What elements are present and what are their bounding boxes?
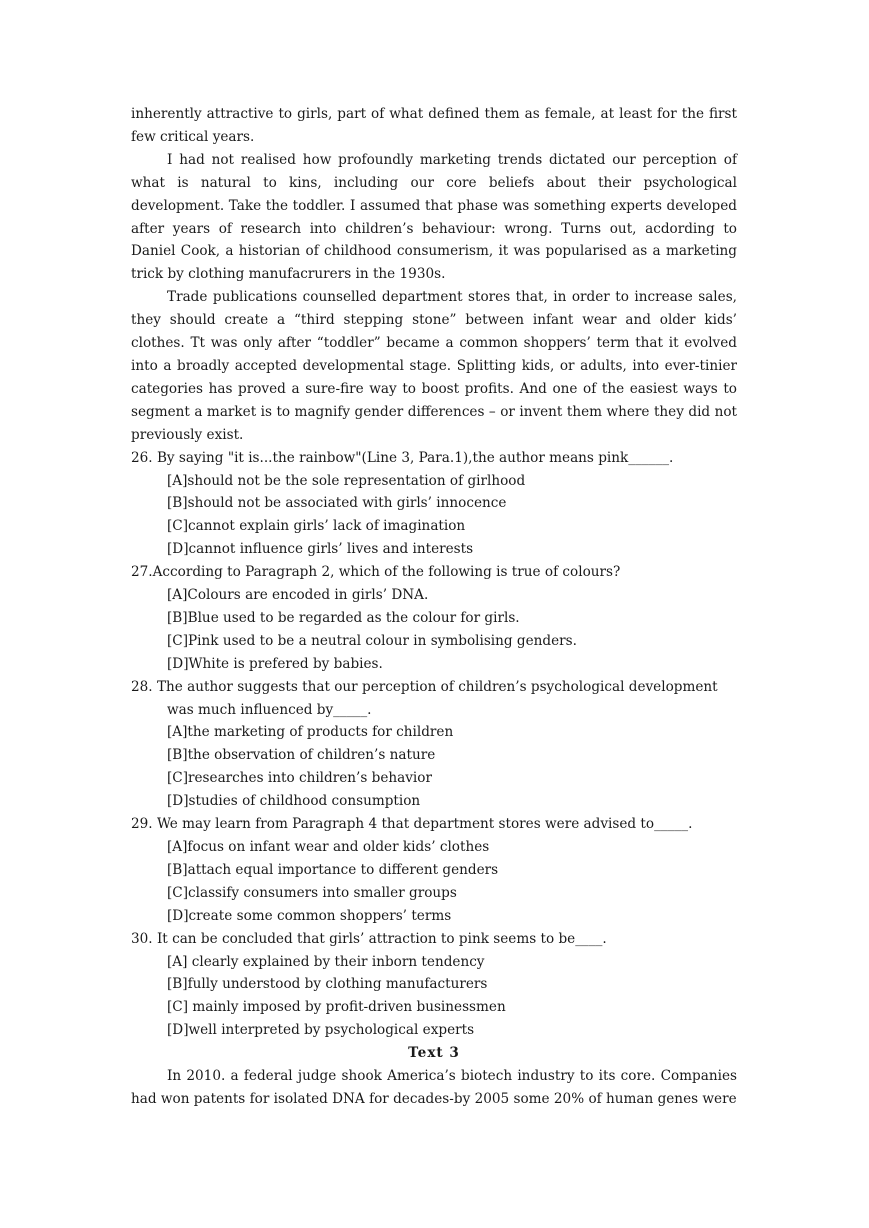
question-27: [131, 561, 737, 676]
question-29: [131, 813, 737, 928]
question-28-option-a: [A]the marketing of products for children: [167, 724, 454, 741]
question-30-option-b: [B]fully understood by clothing manufacturers: [167, 976, 488, 993]
question-28-option-d: [D]studies of childhood consumption: [167, 793, 421, 810]
question-26-stem: 26. By saying "it is...the rainbow"(Line 3, Para.1),the author means pink______.: [131, 449, 674, 466]
text-3-heading: Text 3: [408, 1045, 460, 1062]
text-3-paragraph: In 2010. a federal judge shook America’s biotech industry to its core. Companies had won patents for isolated DNA for decades-by 2005 some 20% of human genes were: [131, 1068, 737, 1107]
question-26-option-c: [C]cannot explain girls’ lack of imagination: [167, 518, 466, 535]
question-27-option-d: [D]White is prefered by babies.: [167, 655, 383, 672]
question-26-option-b: [B]should not be associated with girls’ innocence: [167, 495, 507, 512]
question-26-option-d: [D]cannot influence girls’ lives and interests: [167, 541, 474, 558]
question-27-option-c: [C]Pink used to be a neutral colour in symbolising genders.: [167, 632, 577, 649]
question-30-stem: 30. It can be concluded that girls’ attraction to pink seems to be____.: [131, 930, 607, 947]
question-29-option-d: [D]create some common shoppers’ terms: [167, 907, 452, 924]
question-28-option-b: [B]the observation of children’s nature: [167, 747, 436, 764]
question-30: [131, 928, 737, 1043]
question-28-stem: 28. The author suggests that our perception of children’s psychological development was much influenced by_____.: [131, 678, 718, 718]
question-30-option-d: [D]well interpreted by psychological experts: [167, 1022, 475, 1039]
passage-paragraph-3: Trade publications counselled department stores that, in order to increase sales, they should create a “third stepping stone” between infant wear and older kids’ clothes. Tt was only after “toddler” became a common shoppers’ term that it evolved into a broadly accepted developmental stage. Splitting kids, or adults, into ever-tinier categories has proved a sure-fire way to boost profits. And one of the easiest ways to segment a market is to magnify gender differences – or invent them where they did not previously exist.: [131, 289, 737, 443]
question-26-option-a: [A]should not be the sole representation of girlhood: [167, 472, 526, 489]
question-29-option-a: [A]focus on infant wear and older kids’ clothes: [167, 839, 490, 855]
question-26: [131, 447, 737, 562]
question-29-option-b: [B]attach equal importance to different genders: [167, 861, 499, 878]
question-29-stem: 29. We may learn from Paragraph 4 that department stores were advised to_____.: [131, 816, 693, 833]
question-27-option-b: [B]Blue used to be regarded as the colour for girls.: [167, 609, 520, 626]
question-27-stem: 27.According to Paragraph 2, which of the following is true of colours?: [131, 564, 621, 581]
question-30-option-c: [C] mainly imposed by profit-driven businessmen: [167, 999, 506, 1016]
question-28-option-c: [C]researches into children’s behavior: [167, 770, 432, 787]
question-27-option-a: [A]Colours are encoded in girls’ DNA.: [167, 587, 429, 604]
document-page: [131, 103, 737, 1111]
passage-paragraph-1: inherently attractive to girls, part of what defined them as female, at least for the first few critical years.: [131, 106, 737, 145]
question-28: [131, 676, 737, 813]
question-29-option-c: [C]classify consumers into smaller groups: [167, 884, 457, 901]
passage-paragraph-2: I had not realised how profoundly marketing trends dictated our perception of what is natural to kins, including our core beliefs about their psychological development. Take the toddler. I assumed that phase was something experts developed after years of research into children’s behaviour: wrong. Turns out, acdording to Daniel Cook, a historian of childhood consumerism, it was popularised as a marketing trick by clothing manufacrurers in the 1930s.: [131, 151, 737, 283]
question-30-option-a: [A] clearly explained by their inborn tendency: [167, 953, 485, 970]
